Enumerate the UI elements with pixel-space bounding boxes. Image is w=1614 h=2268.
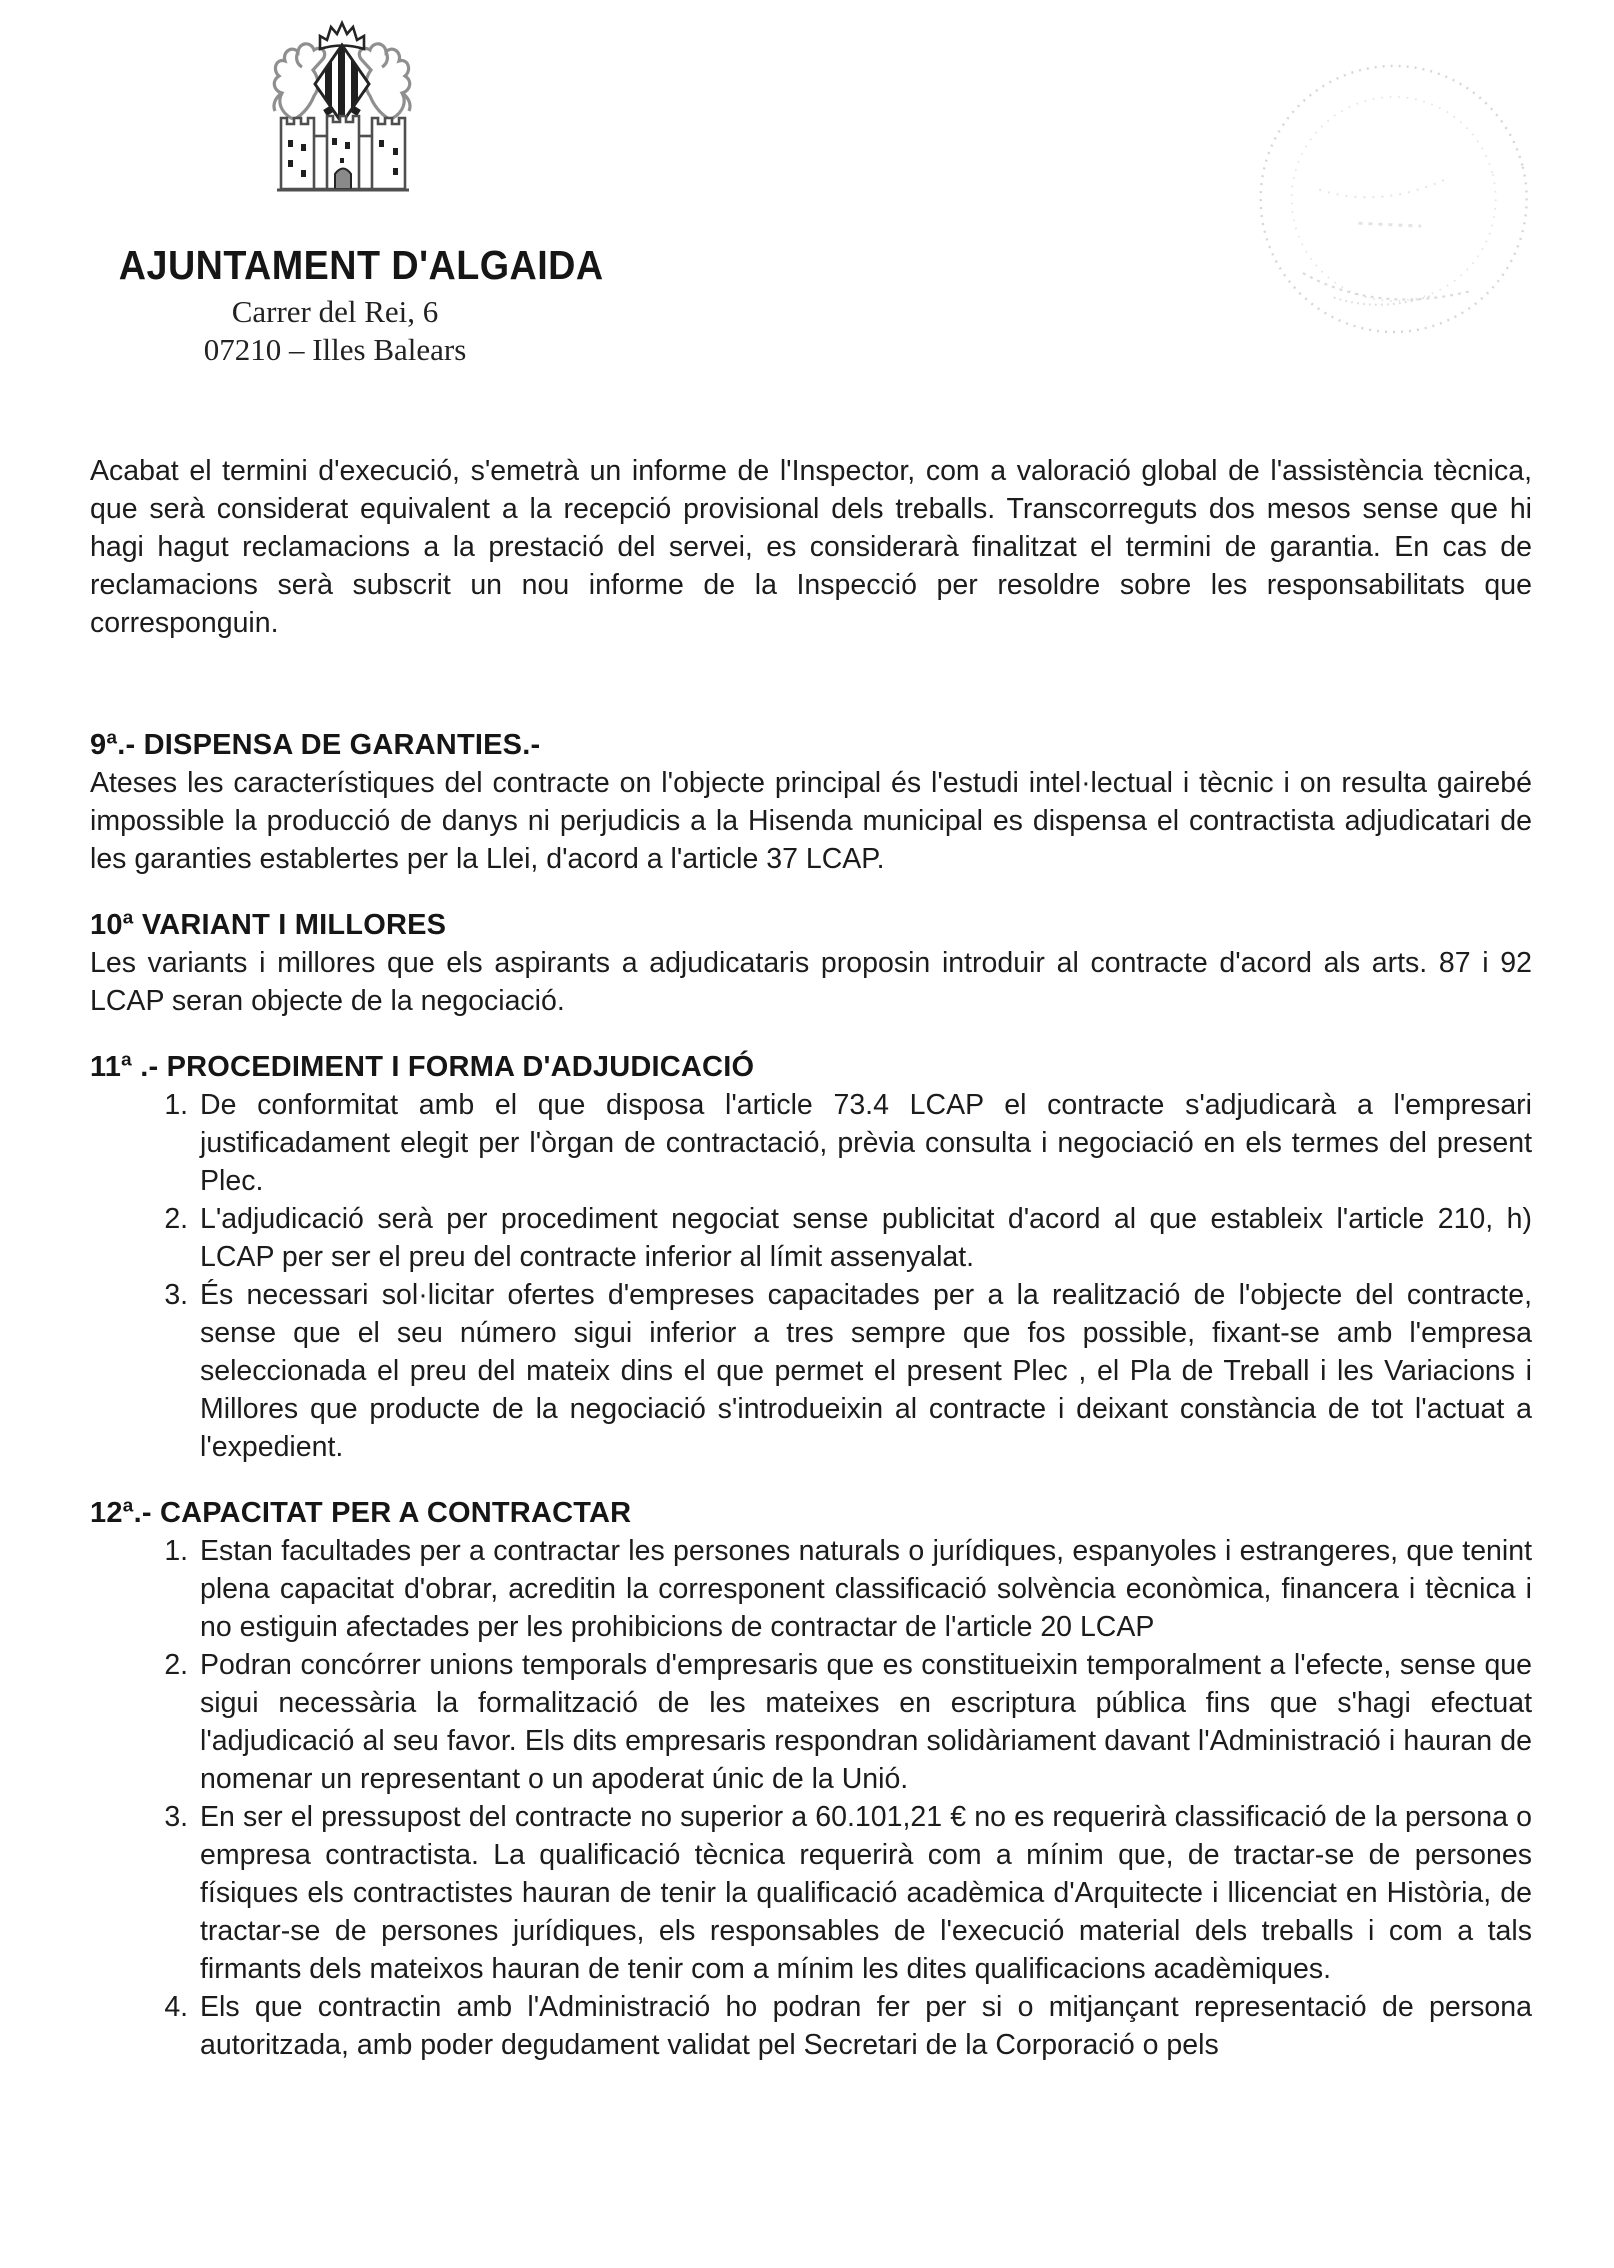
section-9-heading: 9ª.- DISPENSA DE GARANTIES.- (90, 729, 541, 761)
section-11-heading: 11ª .- PROCEDIMENT I FORMA D'ADJUDICACIÓ (90, 1051, 755, 1083)
address-line-1: Carrer del Rei, 6 (231, 294, 439, 329)
section-10 (90, 906, 1532, 1020)
list-item: 2. Podran concórrer unions temporals d'empresaris que es constitueixin temporalment a l'efecte, sense que sigui necessària la formalització de les mateixes en escriptura pública fins que s'hagi efectuat l'adjudicació al seu favor. Els dits empresaris respondran solidàriament davant l'Administració i hauran de nomenar un representant o un apoderat únic de la Unió. (196, 1646, 1532, 1798)
section-11-list (90, 1086, 1532, 1466)
section-12 (90, 1494, 1532, 2064)
address-line-2: 07210 – Illes Balears (203, 332, 467, 367)
list-item: 3. És necessari sol·licitar ofertes d'empreses capacitades per a la realització de l'objecte del contracte, sense que el seu número sigui inferior a tres sempre que fos possible, fixant-se amb l'empresa seleccionada el preu del mateix dins el que permet el present Plec , el Pla de Treball i les Variacions i Millores que producte de la negociació s'introdueixin al contracte i deixant constància de tot l'actuat a l'expedient. (196, 1276, 1532, 1466)
section-10-heading: 10ª VARIANT I MILLORES (90, 909, 447, 941)
letterhead (100, 12, 604, 369)
section-10-paragraph: Les variants i millores que els aspirants a adjudicataris proposin introduir al contracte d'acord als arts. 87 i 92 LCAP seran objecte de la negociació. (90, 947, 1532, 1017)
section-9 (90, 726, 1532, 878)
list-item: 1. Estan facultades per a contractar les persones naturals o jurídiques, espanyoles i estrangeres, que tenint plena capacitat d'obrar, acreditin la corresponent classificació solvència econòmica, financera i tècnica i no estiguin afectades per les prohibicions de contractar de l'article 20 LCAP (196, 1532, 1532, 1646)
list-item: 1. De conformitat amb el que disposa l'article 73.4 LCAP el contracte s'adjudicarà a l'empresari justificadament elegit per l'òrgan de contractació, prèvia consulta i negociació en els termes del present Plec. (196, 1086, 1532, 1200)
list-item: 4. Els que contractin amb l'Administració ho podran fer per si o mitjançant representació de persona autoritzada, amb poder degudament validat pel Secretari de la Corporació o pels (196, 1988, 1532, 2064)
section-9-paragraph: Ateses les característiques del contracte on l'objecte principal és l'estudi intel·lectual i tècnic i on resulta gairebé impossible la producció de danys ni perjudicis a la Hisenda municipal es dispensa el contractista adjudicatari de les garanties establertes per la Llei, d'acord a l'article 37 LCAP. (90, 767, 1532, 875)
intro-paragraph: Acabat el termini d'execució, s'emetrà un informe de l'Inspector, com a valoració global de l'assistència tècnica, que serà considerat equivalent a la recepció provisional dels treballs. Transcorreguts dos mesos sense que hi hagi hagut reclamacions a la prestació del servei, es considerarà finalitzat el termini de garantia. En cas de reclamacions serà subscrit un nou informe de la Inspecció per resoldre sobre les responsabilitats que corresponguin. (90, 455, 1532, 639)
list-item: 3. En ser el pressupost del contracte no superior a 60.101,21 € no es requerirà classificació de la persona o empresa contractista. La qualificació tècnica requerirà com a mínim que, de tractar-se de persones físiques els contractistes hauran de tenir la qualificació acadèmica d'Arquitecte i llicenciat en Història, de tractar-se de persones jurídiques, els responsables de l'execució material dels treballs i com a tals firmants dels mateixos hauran de tenir com a mínim les dites qualificacions acadèmiques. (196, 1798, 1532, 1988)
document-body (90, 452, 1532, 2064)
list-item: 2. L'adjudicació serà per procediment negociat sense publicitat d'acord al que estableix l'article 210, h) LCAP per ser el preu del contracte inferior al límit assenyalat. (196, 1200, 1532, 1276)
section-11 (90, 1048, 1532, 1466)
coat-of-arms-icon (235, 12, 435, 202)
ink-stamp (1205, 55, 1575, 375)
org-name: AJUNTAMENT D'ALGAIDA (118, 242, 604, 288)
section-12-heading: 12ª.- CAPACITAT PER A CONTRACTAR (90, 1497, 632, 1529)
section-12-list (90, 1532, 1532, 2064)
